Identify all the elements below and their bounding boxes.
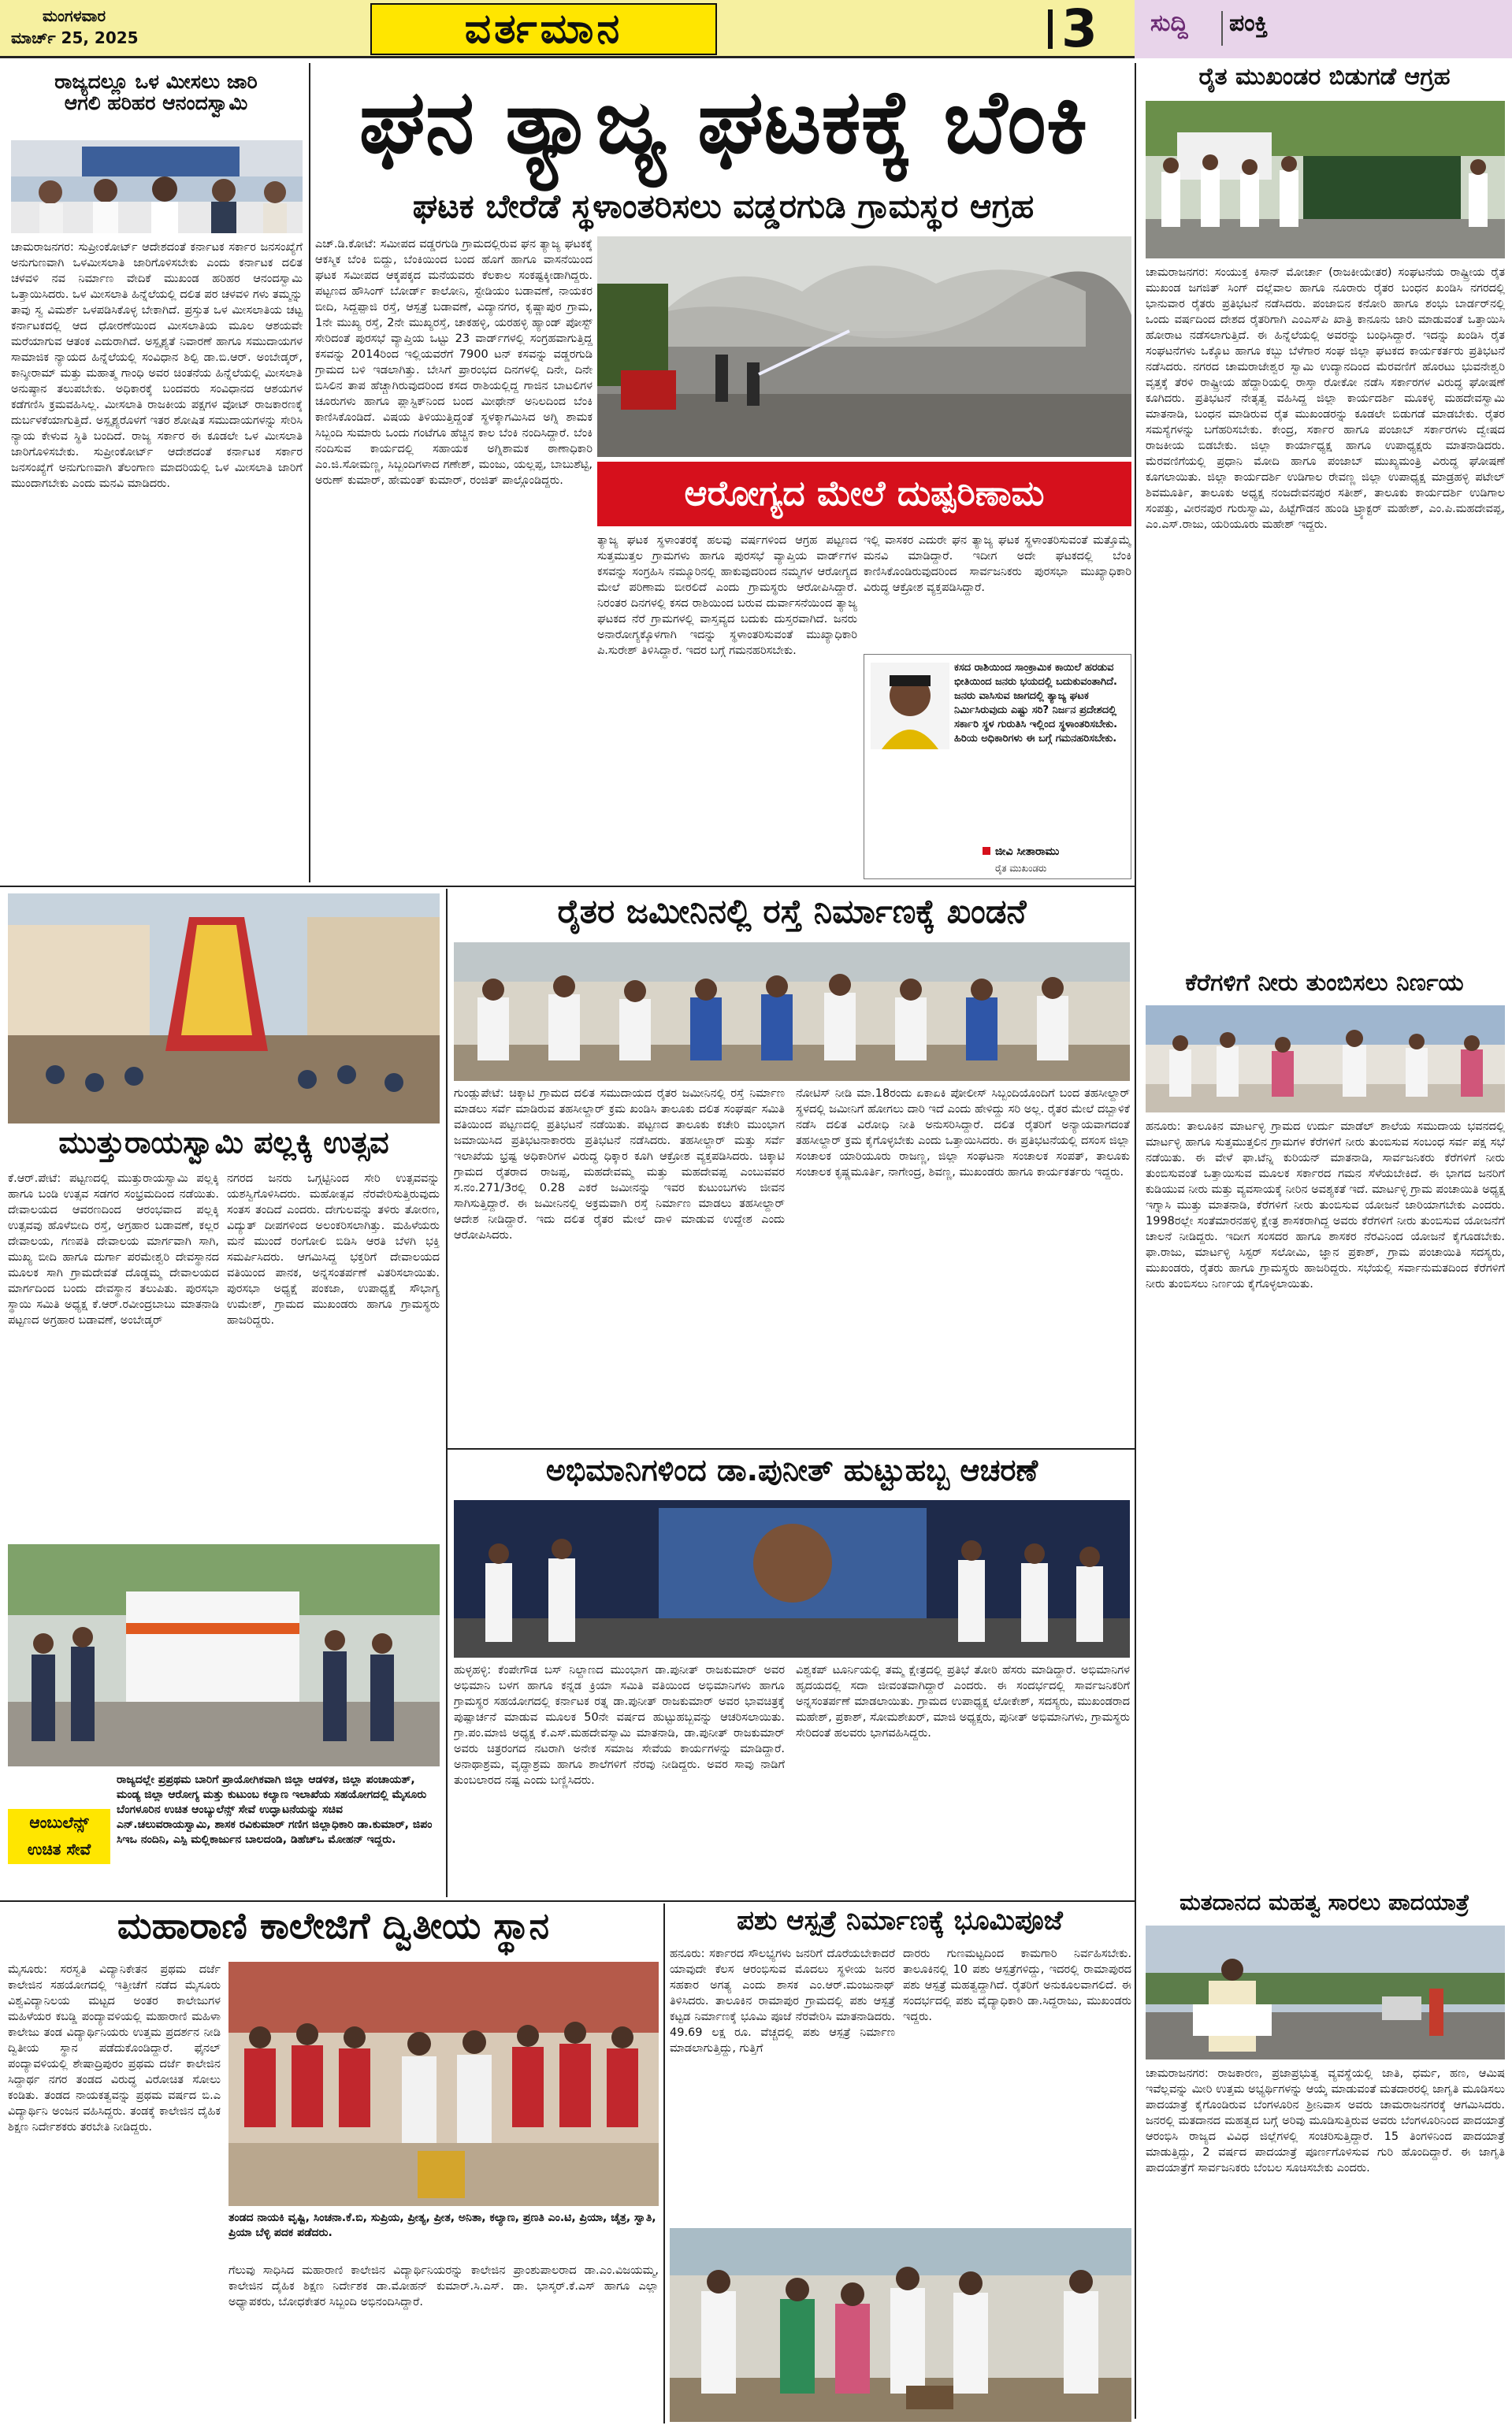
photo-bhoomi-pooja (670, 2228, 1131, 2422)
article-body: ಚಾಮರಾಜನಗರ: ರಾಜಕಾರಣ, ಪ್ರಜಾಪ್ರಭುತ್ವ ವ್ಯವಸ್ಥೆಯಲ್ಲಿ ಜಾತಿ, ಧರ್ಮ, ಹಣ, ಆಮಿಷ ಇವೆಲ್ಲವನ್ನು ಮೀರಿ ಉತ್ತಮ ಅಭ್ಯರ್ಥಿಗಳನ್ನು ಆಯ್ಕೆ ಮಾಡುವಂತೆ ಮತದಾರರಲ್ಲಿ ಜಾಗೃತಿ ಮೂಡಿಸಲು ಪಾದಯಾತ್ರೆ ಕೈಗೊಂಡಿರುವ ಬೆಂಗಳೂರಿನ ಶ್ರೀನಿವಾಸ ಅವರು ಚಾಮರಾಜನಗರಕ್ಕೆ ಆಗಮಿಸಿದರು. ಜನರಲ್ಲಿ ಮತದಾನದ ಮಹತ್ವದ ಬಗ್ಗೆ ಅರಿವು ಮೂಡಿಸುತ್ತಿರುವ ಅವರು ಬೆಂಗಳೂರಿನಿಂದ ಪಾದಯಾತ್ರೆ ಆರಂಭಿಸಿ ರಾಜ್ಯದ ವಿವಿಧ ಜಿಲ್ಲೆಗಳಲ್ಲಿ ಸಂಚರಿಸುತ್ತಿದ್ದಾರೆ. 15 ತಿಂಗಳಿನಿಂದ ಪಾದಯಾತ್ರೆ ಮಾಡುತ್ತಿದ್ದು, 2 ವರ್ಷದ ಪಾದಯಾತ್ರೆ ಪೂರ್ಣಗೊಳಿಸುವ ಗುರಿ ಹೊಂದಿದ್ದಾರೆ. ಈ ಜಾಗೃತಿ ಪಾದಯಾತ್ರೆಗೆ ಸಾರ್ವಜನಿಕರು ಬೆಂಬಲ ಸೂಚಿಸಬೇಕು ಎಂದರು. (1146, 2067, 1505, 2175)
ambulance-tag (8, 1809, 110, 1864)
quote-name-text: ಜೀವಿ ಸೀತಾರಾಮು (995, 845, 1060, 858)
section-tag (1135, 0, 1512, 58)
ambulance-caption: ರಾಜ್ಯದಲ್ಲೇ ಪ್ರಪ್ರಥಮ ಬಾರಿಗೆ ಪ್ರಾಯೋಗಿಕವಾಗಿ ಜಿಲ್ಲಾ ಆಡಳಿತ, ಜಿಲ್ಲಾ ಪಂಚಾಯತ್, ಮಂಡ್ಯ ಜಿಲ್ಲಾ ಆರೋಗ್ಯ ಮತ್ತು ಕುಟುಂಬ ಕಲ್ಯಾಣ ಇಲಾಖೆಯ ಸಹಯೋಗದಲ್ಲಿ ಮೈಸೂರು ಬೆಂಗಳೂರಿನ ಉಚಿತ ಆಂಬ್ಯುಲೆನ್ಸ್ ಸೇವೆ ಉದ್ಘಾಟನೆಯನ್ನು ಸಚಿವ ಎನ್.ಚಲುವರಾಯಸ್ವಾಮಿ, ಶಾಸಕ ರವಿಕುಮಾರ್ ಗಣಿಗ ಜಿಲ್ಲಾಧಿಕಾರಿ ಡಾ.ಕುಮಾರ್, ಜಿಪಂ ಸಿಇಒ ನಂದಿನಿ, ಎಸ್ಪಿ ಮಲ್ಲಿಕಾರ್ಜುನ ಬಾಲದಂಡಿ, ಡಿಹೆಚ್‌ಒ ಮೋಹನ್ ಇದ್ದರು. (117, 1773, 433, 1846)
photo-press-meet (11, 140, 303, 233)
headline: ರೈತ ಮುಖಂಡರ ಬಿಡುಗಡೆ ಆಗ್ರಹ (1198, 63, 1451, 91)
ambulance-tag-line-1: ಆಂಬುಲೆನ್ಸ್ (29, 1813, 89, 1832)
headline: ಕೆರೆಗಳಿಗೆ ನೀರು ತುಂಬಿಸಲು ನಿರ್ಣಯ (1185, 969, 1464, 997)
photo-farmers-protest (1146, 101, 1505, 258)
health-banner: ಆರೋಗ್ಯದ ಮೇಲೆ ದುಷ್ಪರಿಣಾಮ (597, 462, 1131, 526)
photo-illustration (1146, 1926, 1505, 2059)
photo-padayatra (1146, 1926, 1505, 2059)
divider (0, 886, 1135, 887)
portrait-illustration (871, 663, 949, 749)
quote-designation: ರೈತ ಮುಖಂಡರು (995, 863, 1047, 874)
ambulance-tag-line-2: ಉಚಿತ ಸೇವೆ (27, 1840, 91, 1859)
photo-ambulance (8, 1544, 440, 1766)
headline: ಮತದಾನದ ಮಹತ್ವ ಸಾರಲು ಪಾದಯಾತ್ರೆ (1180, 1889, 1469, 1915)
photo-illustration (454, 942, 1130, 1081)
photo-illustration (597, 236, 1131, 457)
photo-road-protest (454, 942, 1130, 1081)
article-body: ಎಚ್.ಡಿ.ಕೋಟೆ: ಸಮೀಪದ ವಡ್ಡರಗುಡಿ ಗ್ರಾಮದಲ್ಲಿರುವ ಘನ ತ್ಯಾಜ್ಯ ಘಟಕಕ್ಕೆ ಆಕಸ್ಮಿಕ ಬೆಂಕಿ ಬಿದ್ದು, ಬೆಂಕಿಯಿಂದ ಬಂದ ಹೊಗೆ ಹಾಗೂ ವಾಸನೆಯಿಂದ ಘಟಕ ಸಮೀಪದ ಆಕ್ಕಪಕ್ಕದ ಮನೆಯವರು ಕೆಲಕಾಲ ಸಂಕಷ್ಟಕ್ಕೀಡಾಗಿದ್ದರು. ಪಟ್ಟಣದ ಹೌಸಿಂಗ್ ಬೋರ್ಡ್ ಕಾಲೋನಿ, ಸ್ಟೇಡಿಯಂ ಬಡಾವಣೆ, ನಾಯಕರ ಬೀದಿ, ಸಿದ್ದಪ್ಪಾಜಿ ರಸ್ತೆ, ಆಸ್ಪತ್ರೆ ಬಡಾವಣೆ, ವಿದ್ಯಾನಗರ, ಕೃಷ್ಣಾಪುರ ಗ್ರಾಮ, 1ನೇ ಮುಖ್ಯ ರಸ್ತೆ, 2ನೇ ಮುಖ್ಯರಸ್ತೆ, ಚಾಕಹಳ್ಳಿ, ಯರಹಳ್ಳಿ ಹ್ಯಾಂಡ್ ಪೋಸ್ಟ್ ಸೇರಿದಂತೆ ಪುರಸಭೆ ವ್ಯಾಪ್ತಿಯ ಒಟ್ಟು 23 ವಾರ್ಡ್‌ಗಳಲ್ಲಿ ಸಂಗ್ರಹವಾಗುತ್ತಿದ್ದ ಕಸವನ್ನು 2014ರಿಂದ ಇಲ್ಲಿಯವರೆಗೆ 7900 ಟನ್ ಕಸವನ್ನು ವಡ್ಡರಗುಡಿ ಗ್ರಾಮದ ಬಳಿ ಇಡಲಾಗಿತ್ತು. ಬೇಸಿಗೆ ಪ್ರಾರಂಭದ ದಿನಗಳಲ್ಲಿ ದಿನೇ, ದಿನೇ ಬಿಸಿಲಿನ ತಾಪ ಹೆಚ್ಚಾಗಿರುವುದರಿಂದ ಕಸದ ರಾಶಿಯಲ್ಲಿದ್ದ ಗಾಜಿನ ಬಾಟಲಿಗಳ ಚೂರುಗಳು ಹಾಗೂ ಪ್ಲಾಸ್ಟಿಕ್‌ನಿಂದ ಬಂದ ಮೀಥೇನ್ ಅನಿಲದಿಂದ ಬೆಂಕಿ ಕಾಣಿಸಿಕೊಂಡಿದೆ. ವಿಷಯ ತಿಳಿಯುತ್ತಿದ್ದಂತೆ ಸ್ಥಳಕ್ಕಾಗಮಿಸಿದ ಅಗ್ನಿ ಶಾಮಕ ಸಿಬ್ಬಂದಿ ಸುಮಾರು ಒಂದು ಗಂಟೆಗೂ ಹೆಚ್ಚಿನ ಕಾಲ ಬೆಂಕಿ ನಂದಿಸಿದ್ದಾರೆ. ಬೆಂಕಿ ನಂದಿಸುವ ಕಾರ್ಯದಲ್ಲಿ ಸಹಾಯಕ ಅಗ್ನಿಶಾಮಕ ಠಾಣಾಧಿಕಾರಿ ಎಂ.ಜಿ.ಸೋಮಣ್ಣ, ಸಿಬ್ಬಂದಿಗಳಾದ ಗಣೇಶ್, ಮಂಜು, ಯಲ್ಲಪ್ಪ, ಬಾಬುಶೆಟ್ಟಿ, ಅರುಣ್ ಕುಮಾರ್, ಹೇಮಂತ್ ಕುಮಾರ್, ರಂಜಿತ್ ಪಾಲ್ಗೊಂಡಿದ್ದರು. (315, 238, 593, 487)
section-tag-1: ಸುದ್ದಿ (1150, 9, 1188, 37)
photo-illustration (8, 893, 440, 1124)
lead-headline: ಘನ ತ್ಯಾಜ್ಯ ಘಟಕಕ್ಕೆ ಬೆಂಕಿ (358, 71, 1088, 173)
headline: ಪಶು ಆಸ್ಪತ್ರೆ ನಿರ್ಮಾಣಕ್ಕೆ ಭೂಮಿಪೂಜೆ (737, 1905, 1063, 1937)
headline-line-1: ರಾಜ್ಯದಲ್ಲೂ ಒಳ ಮೀಸಲು ಜಾರಿ (54, 70, 258, 93)
date-block (11, 5, 208, 54)
article-body: ಚಾಮರಾಜನಗರ: ಸುಪ್ರೀಂಕೋರ್ಟ್ ಆದೇಶದಂತೆ ಕರ್ನಾಟಕ ಸರ್ಕಾರ ಜನಸಂಖ್ಯೆಗೆ ಅನುಗುಣವಾಗಿ ಒಳಮೀಸಲಾತಿ ಜಾರಿಗೊಳಿಸಬೇಕು ಎಂದು ಕರ್ನಾಟಕ ದಲಿತ ಚಳವಳಿ ನವ ನಿರ್ಮಾಣ ವೇದಿಕೆ ಮುಖಂಡ ಹರಿಹರ ಆನಂದಸ್ವಾಮಿ ಒತ್ತಾಯಿಸಿದರು. ಒಳ ಮೀಸಲಾತಿ ಹಿನ್ನೆಲೆಯಲ್ಲಿ ದಲಿತ ಪರ ಚಳವಳಿ ಗಳು ತಮ್ಮನ್ನು ತಾವು ಸ್ವ ವಿಮರ್ಶೆ ಒಳಪಡಿಸಿಕೊಳ್ಳ ಬೇಕಾಗಿದೆ. ಪ್ರಸ್ತುತ ಒಳ ಮೀಸಲಾತಿಯ ಚಟ್ಟ ಕರ್ನಾಟಕದಲ್ಲಿ ಆದ ಧೋರಣೆಯಿಂದ ಮೀಸಲಾತಿಯ ಮೂಲ ಆಶಯವೇ ಮರೆಯಾಗುವ ಆತಂಕ ಎದುರಾಗಿದೆ. ಅಸ್ಪೃಶ್ಯತೆ ನಿವಾರಣೆ ಹಾಗೂ ಸಮುದಾಯಗಳ ಸಾಮಾಜಿಕ ನ್ಯಾಯದ ಹಿನ್ನೆಲೆಯಲ್ಲಿ ಸಂವಿಧಾನ ಶಿಲ್ಪಿ ಡಾ.ಬಿ.ಆರ್. ಅಂಬೇಡ್ಕರ್, ಕಾನ್ಶೀರಾಮ್ ಮತ್ತು ಮಹಾತ್ಮ ಗಾಂಧಿ ಅವರ ಚಿಂತನೆಯ ಹಿನ್ನೆಲೆಯಲ್ಲಿ ಮೀಸಲಾತಿ ಅನುಷ್ಠಾನ ತಲುಪಬೇಕು. ಅಧಿಕಾರಕ್ಕೆ ಬಂದವರು ಸಂವಿಧಾನದ ಆಶಯಗಳ ಕಡೆಗಣಿಸಿ ಕ್ರಮವಹಿಸಿಲ್ಲ. ಮೀಸಲಾತಿ ರಾಜಕೀಯ ಪಕ್ಷಗಳ ವೋಟ್ ರಾಜಕಾರಣಕ್ಕೆ ದುರ್ಬಳಕೆಯಾಗುತ್ತಿದೆ. ಅಸ್ಪೃಶ್ಯರೊಳಗೆ ಇತರ ಶೋಷಿತ ಸಮುದಾಯಗಳನ್ನು ಸೇರಿಸಿ ನ್ಯಾಯ ಕೇಳುವ ಸ್ಥಿತಿ ಬಂದಿದೆ. ರಾಜ್ಯ ಸರ್ಕಾರ ಈ ಕೂಡಲೇ ಒಳ ಮೀಸಲಾತಿ ಜಾರಿಗೊಳಿಸಬೇಕು. ಸುಪ್ರೀಂಕೋರ್ಟ್ ಆದೇಶದಂತೆ ಕರ್ನಾಟಕ ಸರ್ಕಾರ ಜನಸಂಖ್ಯೆಗೆ ಅನುಗುಣವಾಗಿ ತೆಲಂಗಾಣ ಮಾದರಿಯಲ್ಲಿ ಒಳ ಮೀಸಲಾತಿ ಜಾರಿಗೆ ಮುಂದಾಗಬೇಕು ಎಂದು ಮನವಿ ಮಾಡಿದರು. (11, 241, 303, 490)
divider (663, 1903, 665, 2423)
quote-portrait (871, 663, 949, 749)
photo-puneeth-event (454, 1500, 1130, 1658)
photo-illustration (11, 140, 303, 233)
article-body: ಮೈಸೂರು: ಸರಸ್ವತಿ ವಿದ್ಯಾನಿಕೇತನ ಪ್ರಥಮ ದರ್ಜೆ ಕಾಲೇಜಿನ ಸಹಯೋಗದಲ್ಲಿ ಇತ್ತೀಚೆಗೆ ನಡೆದ ಮೈಸೂರು ವಿಶ್ವವಿದ್ಯಾನಿಲಯ ಮಟ್ಟದ ಅಂತರ ಕಾಲೇಜುಗಳ ಮಹಿಳೆಯರ ಕಬಡ್ಡಿ ಪಂದ್ಯಾವಳಿಯಲ್ಲಿ ಮಹಾರಾಣಿ ಮಹಿಳಾ ಕಾಲೇಜು ತಂಡ ವಿದ್ಯಾರ್ಥಿನಿಯರು ಉತ್ತಮ ಪ್ರದರ್ಶನ ನೀಡಿ ದ್ವಿತೀಯ ಸ್ಥಾನ ಪಡೆದುಕೊಂಡಿದ್ದಾರೆ. ಫೈನಲ್ ಪಂದ್ಯಾವಳಿಯಲ್ಲಿ ಶೇಷಾದ್ರಿಪುರಂ ಪ್ರಥಮ ದರ್ಜೆ ಕಾಲೇಜಿನ ಸಿದ್ದಾರ್ಥ ನಗರ ತಂಡದ ವಿರುದ್ಧ ವಿರೋಚಿತ ಸೋಲು ಕಂಡಿತು. ತಂಡದ ನಾಯಕತ್ವವನ್ನು ಪ್ರಥಮ ವರ್ಷದ ಬಿ.ಎ ವಿದ್ಯಾರ್ಥಿನಿ ಅಂಜನ ವಹಿಸಿದ್ದರು. ತಂಡಕ್ಕೆ ಕಾಲೇಜಿನ ದೈಹಿಕ ಶಿಕ್ಷಣ ನಿರ್ದೇಶಕರು ತರಬೇತಿ ನೀಡಿದ್ದರು. (8, 1963, 221, 2134)
divider (448, 1448, 1135, 1450)
photo-illustration (670, 2228, 1131, 2422)
article-body: ಇಲ್ಲಿ ವಾಸಕರ ಎದುರೇ ಘನ ತ್ಯಾಜ್ಯ ಘಟಕ ಸ್ಥಳಾಂತರಿಸುವಂತೆ ಮತ್ತೊಮ್ಮೆ ಮನವಿ ಮಾಡಿದ್ದಾರೆ. ಇದೀಗ ಅದೇ ಘಟಕದಲ್ಲಿ ಬೆಂಕಿ ಕಾಣಿಸಿಕೊಂಡಿರುವುದರಿಂದ ಸಾರ್ವಜನಿಕರು ಪುರಸಭಾ ಮುಖ್ಯಾಧಿಕಾರಿ ವಿರುದ್ಧ ಆಕ್ರೋಶ ವ್ಯಕ್ತಪಡಿಸಿದ್ದಾರೆ. (864, 534, 1131, 594)
headline: ಮುತ್ತುರಾಯಸ್ವಾಮಿ ಪಲ್ಲಕ್ಕಿ ಉತ್ಸವ (58, 1125, 389, 1160)
photo-pallakki (8, 893, 440, 1124)
college-caption: ತಂಡದ ನಾಯಕಿ ವೃಷ್ಟಿ, ಸಿಂಚನಾ.ಕೆ.ಬಿ, ಸುಪ್ರಿಯ, ಪ್ರೀತ್ಯ, ಪ್ರೀತ, ಅನಿತಾ, ಕಲ್ಯಾಣ, ಪ್ರಣತಿ ಎಂ.ಟಿ, ಪ್ರಿಯಾ, ಚೈತ್ರ, ಸ್ವಾತಿ, ಪ್ರಿಯಾ ಬೆಳ್ಳಿ ಪದಕ ಪಡೆದರು. (228, 2212, 656, 2239)
article-body: ದಾರರು ಗುಣಮಟ್ಟದಿಂದ ಕಾಮಗಾರಿ ನಿರ್ವಹಿಸಬೇಕು. ತಾಲೂಕಿನಲ್ಲಿ 10 ಪಶು ಆಸ್ಪತ್ರೆಗಳಿದ್ದು, ಇದರಲ್ಲಿ ರಾಮಾಪುರದ ಪಶು ಆಸ್ಪತ್ರೆ ಮಹತ್ವದ್ದಾಗಿದೆ. ರೈತರಿಗೆ ಅನುಕೂಲವಾಗಲಿದೆ. ಈ ಸಂದರ್ಭದಲ್ಲಿ ಪಶು ವೈದ್ಯಾಧಿಕಾರಿ ಡಾ.ಸಿದ್ದರಾಜು, ಮುಖಂಡರು ಇದ್ದರು. (903, 1948, 1131, 2023)
section-tag-2: ಪಂಕ್ತಿ (1229, 9, 1269, 37)
headline: ಅಭಿಮಾನಿಗಳಿಂದ ಡಾ.ಪುನೀತ್ ಹುಟ್ಟುಹಬ್ಬ ಆಚರಣೆ (545, 1453, 1038, 1487)
quote-name (983, 845, 1127, 863)
page-number: 3 (1061, 0, 1098, 59)
quote-box (864, 654, 1131, 879)
weekday: ಮಂಗಳವಾರ (43, 6, 106, 25)
photo-illustration (228, 1962, 659, 2206)
photo-illustration (8, 1544, 440, 1766)
article-body: ಕೆ.ಆರ್.ಪೇಟೆ: ಪಟ್ಟಣದಲ್ಲಿ ಮುತ್ತುರಾಯಸ್ವಾಮಿ ಪಲ್ಲಕ್ಕಿ ಹಾಗೂ ಬಂಡಿ ಉತ್ಸವ ಸಡಗರ ಸಂಭ್ರಮದಿಂದ ನಡೆಯಿತು. ದೇವಾಲಯದ ಆವರಣದಿಂದ ಆರಂಭವಾದ ಪಲ್ಲಕ್ಕಿ ಉತ್ಸವವು ಹೊಳೆಬೀದಿ ರಸ್ತೆ, ಅಗ್ರಹಾರ ಬಡಾವಣೆ, ಕಲ್ಲರ ದೇವಾಲಯ, ಗಣಪತಿ ದೇವಾಲಯ ಮಾರ್ಗವಾಗಿ ಸಾಗಿ, ಮುಖ್ಯ ಬೀದಿ ಹಾಗೂ ದುರ್ಗಾ ಪರಮೇಶ್ವರಿ ದೇವಸ್ಥಾನದ ಮೂಲಕ ಸಾಗಿ ಗ್ರಾಮದೇವತೆ ದೊಡ್ಡಮ್ಮ ದೇವಾಲಯದ ಮಾರ್ಗದಿಂದ ಬಂದು ದೇವಸ್ಥಾನ ತಲುಪಿತು. ಪುರಸಭಾ ಸ್ಥಾಯಿ ಸಮಿತಿ ಅಧ್ಯಕ್ಷ ಕೆ.ಆರ್.ರವೀಂದ್ರಬಾಬು ಮಾತನಾಡಿ ಪಟ್ಟಣದ ಅಗ್ರಹಾರ ಬಡಾವಣೆ, ಅಂಬೇಡ್ಕರ್ (8, 1172, 219, 1327)
divider (446, 889, 448, 1897)
article-body: ನಗರದ ಜನರು ಒಗ್ಗಟ್ಟಿನಿಂದ ಸೇರಿ ಉತ್ಸವವನ್ನು ಯಶಸ್ವಿಗೊಳಿಸಿದರು. ಮಹೋತ್ಸವ ನೆರವೇರಿಸುತ್ತಿರುವುದು ಸಂತಸ ತಂದಿದೆ ಎಂದರು. ದೇಗುಲವನ್ನು ತಳಿರು ತೋರಣ, ವಿದ್ಯುತ್ ದೀಪಗಳಿಂದ ಅಲಂಕರಿಸಲಾಗಿತ್ತು. ಮಹಿಳೆಯರು ಮನೆ ಮುಂದೆ ರಂಗೋಲಿ ಬಿಡಿಸಿ ಆರತಿ ಬೆಳಗಿ ಭಕ್ತಿ ಸಮರ್ಪಿಸಿದರು. ಆಗಮಿಸಿದ್ದ ಭಕ್ತರಿಗೆ ದೇವಾಲಯದ ವತಿಯಿಂದ ಪಾನಕ, ಅನ್ನಸಂತರ್ಪಣೆ ವಿತರಿಸಲಾಯಿತು. ಪುರಸಭಾ ಅಧ್ಯಕ್ಷೆ ಪಂಕಜಾ, ಉಪಾಧ್ಯಕ್ಷೆ ಸೌಭಾಗ್ಯ ಉಮೇಶ್, ಗ್ರಾಮದ ಮುಖಂಡರು ಹಾಗೂ ಗ್ರಾಮಸ್ಥರು ಹಾಜರಿದ್ದರು. (227, 1172, 440, 1327)
photo-meeting (1146, 1005, 1505, 1112)
article-body: ನೋಟಿಸ್ ನೀಡಿ ಮಾ.18ರಂದು ಏಕಾಏಕಿ ಪೋಲೀಸ್ ಸಿಬ್ಬಂದಿಯೊಂದಿಗೆ ಬಂದ ತಹಸೀಲ್ದಾರ್ ಸ್ಥಳದಲ್ಲಿ ಜಮೀನಿಗೆ ಹೋಗಲು ದಾರಿ ಇದೆ ಎಂದು ಹೇಳಿದ್ದು ಸರಿ ಅಲ್ಲ. ರೈತರ ಮೇಲೆ ದಬ್ಬಾಳಿಕೆ ನಡೆಸಿ ದಲಿತ ವಿರೋಧಿ ನೀತಿ ಅನುಸರಿಸಿದ್ದಾರೆ. ದಲಿತ ರೈತರಿಗೆ ಅನ್ಯಾಯವಾಗದಂತೆ ತಹಸೀಲ್ದಾರ್ ಕ್ರಮ ಕೈಗೊಳ್ಳಬೇಕು ಎಂದು ಒತ್ತಾಯಿಸಿದರು. ಈ ಪ್ರತಿಭಟನೆಯಲ್ಲಿ ದಸಂಸ ಜಿಲ್ಲಾ ಸಂಚಾಲಕ ಯಾರಿಯೂರು ರಾಜಣ್ಣ, ಜಿಲ್ಲಾ ಸಂಘಟನಾ ಸಂಚಾಲಕ ಸಂಪತ್, ತಾಲೂಕು ಸಂಚಾಲಕ ಕೃಷ್ಣಮೂರ್ತಿ, ನಾಗೇಂದ್ರ, ಶಿವಣ್ಣ, ಮುಖಂಡರು ಹಾಗೂ ಕಾರ್ಯಕರ್ತರು ಇದ್ದರು. (796, 1087, 1130, 1179)
headline: ಮಹಾರಾಣಿ ಕಾಲೇಜಿಗೆ ದ್ವಿತೀಯ ಸ್ಥಾನ (117, 1904, 550, 1947)
quote-marker (983, 847, 990, 855)
issue-date: ಮಾರ್ಚ್ 25, 2025 (11, 28, 139, 47)
photo-illustration (1146, 101, 1505, 258)
photo-fire (597, 236, 1131, 457)
article-body: ಹನೂರು: ತಾಲೂಕಿನ ಮಾರ್ಟಳ್ಳಿ ಗ್ರಾಮದ ಉರ್ದು ಮಾಡೆಲ್ ಶಾಲೆಯ ಸಮುದಾಯ ಭವನದಲ್ಲಿ ಮಾರ್ಟಳ್ಳಿ ಹಾಗೂ ಸುತ್ತಮುತ್ತಲಿನ ಗ್ರಾಮಗಳ ಕೆರೆಗಳಿಗೆ ನೀರು ತುಂಬಿಸುವ ಸಂಬಂಧ ಸರ್ವ ಪಕ್ಷ ಸಭೆ ನಡೆಯಿತು. ಈ ವೇಳೆ ಫಾ.ಟೆನ್ನಿ ಕುರಿಯನ್ ಮಾತನಾಡಿ, ಸಾರ್ವಜನಿಕರು ಕೆರೆಗಳಿಗೆ ನೀರು ತುಂಬಿಸುವಂತೆ ಒತ್ತಾಯಿಸುವ ಮೂಲಕ ಸರ್ಕಾರದ ಗಮನ ಸೆಳೆಯಬೇಕಿದೆ. ಈ ಭಾಗದ ಜನರಿಗೆ ಕುಡಿಯುವ ನೀರು ಮತ್ತು ವ್ಯವಸಾಯಕ್ಕೆ ನೀರಿನ ಅವಶ್ಯಕತೆ ಇದೆ. ಮಾರ್ಟಳ್ಳಿ ಗ್ರಾಮ ಪಂಚಾಯಿತಿ ಅಧ್ಯಕ್ಷ ಇಗ್ನಾಸಿ ಮುತ್ತು ಮಾತನಾಡಿ, ಕೆರೆಗಳಿಗೆ ನೀರು ತುಂಬಿಸುವ ಯೋಜನೆ ಜಾರಿಯಾಗಬೇಕು ಎಂದರು. 1998ರಲ್ಲೇ ಸಂತೆಮಾರನಹಳ್ಳಿ ಕ್ಷೇತ್ರ ಶಾಸಕರಾಗಿದ್ದ ಅವರು ಕೆರೆಗಳಿಗೆ ನೀರು ತುಂಬಿಸುವ ಯೋಜನೆಗೆ ಚಾಲನೆ ನೀಡಿದ್ದರು. ಇದೀಗ ಸಂಸದರ ಹಾಗೂ ಶಾಸಕರ ನೆರವಿನಿಂದ ಯೋಜನೆ ಕೈಗೂಡಬೇಕು. ಫಾ.ರಾಜು, ಮಾರ್ಟಳ್ಳಿ ಸಿಸ್ಟರ್ ಸಲೋಮಿ, ಜ್ಞಾನ ಪ್ರಕಾಶ್, ಗ್ರಾಮ ಪಂಚಾಯಿತಿ ಸದಸ್ಯರು, ಮುಖಂಡರು, ರೈತರು ಹಾಗೂ ಗ್ರಾಮಸ್ಥರು ಹಾಜರಿದ್ದರು. ಸಭೆಯಲ್ಲಿ ಸರ್ವಾನುಮತದಿಂದ ಕೆರೆಗಳಿಗೆ ನೀರು ತುಂಬಿಸಲು ನಿರ್ಣಯ ಕೈಗೊಳ್ಳಲಾಯಿತು. (1146, 1120, 1505, 1291)
quote-text: ಕಸದ ರಾಶಿಯಿಂದ ಸಾಂಕ್ರಾಮಿಕ ಕಾಯಿಲೆ ಹರಡುವ ಭೀತಿಯಿಂದ ಜನರು ಭಯದಲ್ಲಿ ಬದುಕುವಂತಾಗಿದೆ. ಜನರು ವಾಸಿಸುವ ಜಾಗದಲ್ಲಿ ತ್ಯಾಜ್ಯ ಘಟಕ ನಿರ್ಮಿಸಿರುವುದು ಎಷ್ಟು ಸರಿ? ನಿರ್ಜನ ಪ್ರದೇಶದಲ್ಲಿ ಸರ್ಕಾರಿ ಸ್ಥಳ ಗುರುತಿಸಿ ಇಲ್ಲಿಂದ ಸ್ಥಳಾಂತರಿಸಬೇಕು. ಹಿರಿಯ ಅಧಿಕಾರಿಗಳು ಈ ಬಗ್ಗೆ ಗಮನಹರಿಸಬೇಕು. (954, 662, 1118, 745)
photo-kabaddi-team (228, 1962, 659, 2206)
divider (1135, 63, 1136, 2419)
article-body: ತ್ಯಾಜ್ಯ ಘಟಕ ಸ್ಥಳಾಂತರಕ್ಕೆ ಹಲವು ವರ್ಷಗಳಿಂದ ಆಗ್ರಹ ಪಟ್ಟಣದ ಸುತ್ತಮುತ್ತಲ ಗ್ರಾಮಗಳು ಹಾಗೂ ಪುರಸಭೆ ವ್ಯಾಪ್ತಿಯ ವಾರ್ಡ್‌ಗಳ ಕಸವನ್ನು ಸಂಗ್ರಹಿಸಿ ನಮ್ಮೂರಿನಲ್ಲಿ ಹಾಕುವುದರಿಂದ ನಮ್ಮಗಳ ಆರೋಗ್ಯದ ಮೇಲೆ ಪರಿಣಾಮ ಬೀರಲಿದೆ ಎಂದು ಗ್ರಾಮಸ್ಥರು ಆರೋಪಿಸಿದ್ದಾರೆ. ನಿರಂತರ ದಿನಗಳಲ್ಲಿ ಕಸದ ರಾಶಿಯಿಂದ ಬರುವ ದುರ್ವಾಸನೆಯಿಂದ ತ್ಯಾಜ್ಯ ಘಟಕದ ನೆರೆ ಗ್ರಾಮಗಳಲ್ಲಿ ವಾಸ್ತವ್ಯದ ಬದುಕು ದುಸ್ತರವಾಗಿದೆ. ಜನರು ಅನಾರೋಗ್ಯಕ್ಕೊಳಗಾಗಿ ಇದನ್ನು ಸ್ಥಳಾಂತರಿಸುವಂತೆ ಮುಖ್ಯಾಧಿಕಾರಿ ಪಿ.ಸುರೇಶ್ ತಿಳಿಸಿದ್ದಾರೆ. ಇದರ ಬಗ್ಗೆ ಗಮನಹರಿಸಬೇಕು. (597, 534, 857, 657)
article-body: ಹನೂರು: ಸರ್ಕಾರದ ಸೌಲಭ್ಯಗಳು ಜನರಿಗೆ ದೊರೆಯಬೇಕಾದರೆ ಯಾವುದೇ ಕೆಲಸ ಆರಂಭಿಸುವ ಮೊದಲು ಸ್ಥಳೀಯ ಜನರ ಸಹಕಾರ ಅಗತ್ಯ ಎಂದು ಶಾಸಕ ಎಂ.ಆರ್.ಮಂಜುನಾಥ್ ತಿಳಿಸಿದರು. ತಾಲೂಕಿನ ರಾಮಾಪುರ ಗ್ರಾಮದಲ್ಲಿ ಪಶು ಆಸ್ಪತ್ರೆ ಕಟ್ಟಡ ನಿರ್ಮಾಣಕ್ಕೆ ಭೂಮಿ ಪೂಜೆ ನೆರವೇರಿಸಿ ಮಾತನಾಡಿದರು. 49.69 ಲಕ್ಷ ರೂ. ವೆಚ್ಚದಲ್ಲಿ ಪಶು ಆಸ್ಪತ್ರೆ ನಿರ್ಮಾಣ ಮಾಡಲಾಗುತ್ತಿದ್ದು, ಗುತ್ತಿಗೆ (670, 1948, 895, 2055)
headline-line-2: ಆಗಲಿ ಹರಿಹರ ಆನಂದಸ್ವಾಮಿ (64, 91, 248, 114)
headline (8, 71, 304, 113)
photo-illustration (454, 1500, 1130, 1658)
divider (309, 63, 310, 882)
paper-name: ವರ್ತಮಾನ (370, 3, 717, 55)
article-body: ಗೆಲುವು ಸಾಧಿಸಿದ ಮಹಾರಾಣಿ ಕಾಲೇಜಿನ ವಿದ್ಯಾರ್ಥಿನಿಯರನ್ನು ಕಾಲೇಜಿನ ಪ್ರಾಂಶುಪಾಲರಾದ ಡಾ.ಎಂ.ವಿಜಯಮ್ಮ, ಕಾಲೇಜಿನ ದೈಹಿಕ ಶಿಕ್ಷಣ ನಿರ್ದೇಶಕ ಡಾ.ಮೋಹನ್ ಕುಮಾರ್.ಸಿ.ಎಸ್. ಡಾ. ಭಾಸ್ಕರ್.ಕೆ.ಎಸ್ ಹಾಗೂ ಎಲ್ಲಾ ಅಧ್ಯಾಪಕರು, ಬೋಧಕೇತರ ಸಿಬ್ಬಂದಿ ಅಭಿನಂದಿಸಿದ್ದಾರೆ. (228, 2264, 659, 2308)
headline: ರೈತರ ಜಮೀನಿನಲ್ಲಿ ರಸ್ತೆ ನಿರ್ಮಾಣಕ್ಕೆ ಖಂಡನೆ (557, 892, 1027, 930)
article-body: ಗುಂಡ್ಲುಪೇಟೆ: ಚಿಕ್ಕಾಟಿ ಗ್ರಾಮದ ದಲಿತ ಸಮುದಾಯದ ರೈತರ ಜಮೀನಿನಲ್ಲಿ ರಸ್ತೆ ನಿರ್ಮಾಣ ಮಾಡಲು ಸರ್ವೆ ಮಾಡಿರುವ ತಹಸೀಲ್ದಾರ್ ಕ್ರಮ ಖಂಡಿಸಿ ತಾಲೂಕು ದಲಿತ ಸಂಘರ್ಷ ಸಮಿತಿ ವತಿಯಿಂದ ಪಟ್ಟಣದಲ್ಲಿ ಪ್ರತಿಭಟನೆ ನಡೆಯಿತು. ಪಟ್ಟಣದ ತಾಲೂಕು ಕಚೇರಿ ಮುಂಭಾಗ ಜಮಾಯಿಸಿದ ಪ್ರತಿಭಟನಾಕಾರರು ಪ್ರತಿಭಟನೆ ನಡೆಸಿದರು. ತಹಸೀಲ್ದಾರ್ ಮತ್ತು ಸರ್ವೆ ಇಲಾಖೆಯ ಭ್ರಷ್ಟ ಅಧಿಕಾರಿಗಳ ವಿರುದ್ಧ ಧಿಕ್ಕಾರ ಕೂಗಿ ಆಕ್ರೋಶ ವ್ಯಕ್ತಪಡಿಸಿದರು. ಚಿಕ್ಕಾಟಿ ಗ್ರಾಮದ ರೈತರಾದ ರಾಜಪ್ಪ, ಮಹದೇವಮ್ಮ ಮತ್ತು ಮಹದೇವಪ್ಪ ಎಂಬುವವರ ಸ.ನಂ.271/3ರಲ್ಲಿ 0.28 ಎಕರೆ ಜಮೀನನ್ನು ಇವರ ಕುಟುಂಬಗಳು ಜೀವನ ಸಾಗಿಸುತ್ತಿದ್ದಾರೆ. ಈ ಜಮೀನಿನಲ್ಲಿ ಅಕ್ರಮವಾಗಿ ರಸ್ತೆ ನಿರ್ಮಾಣ ಮಾಡಲು ತಹಸೀಲ್ದಾರ್ ಆದೇಶ ನೀಡಿದ್ದಾರೆ. ಇದು ದಲಿತ ರೈತರ ಮೇಲೆ ದಾಳಿ ಮಾಡುವ ಉದ್ದೇಶ ಎಂದು ಆರೋಪಿಸಿದರು. (454, 1087, 785, 1242)
photo-illustration (1146, 1005, 1505, 1112)
article-body: ವಿಶ್ವಕಪ್ ಟೂರ್ನಿಯಲ್ಲಿ ತಮ್ಮ ಕ್ಷೇತ್ರದಲ್ಲಿ ಪ್ರತಿಭೆ ತೋರಿ ಹೆಸರು ಮಾಡಿದ್ದಾರೆ. ಅಭಿಮಾನಿಗಳ ಹೃದಯದಲ್ಲಿ ಸದಾ ಜೀವಂತವಾಗಿದ್ದಾರೆ ಎಂದರು. ಈ ಸಂದರ್ಭದಲ್ಲಿ ಸಾರ್ವಜನಿಕರಿಗೆ ಅನ್ನಸಂತರ್ಪಣೆ ಮಾಡಲಾಯಿತು. ಗ್ರಾಮದ ಉಪಾಧ್ಯಕ್ಷ ಲೋಕೇಶ್, ಸದಸ್ಯರು, ಮುಖಂಡರಾದ ಮಹೇಶ್, ಪ್ರಕಾಶ್, ಸೋಮಶೇಖರ್, ಮಾಜಿ ಅಧ್ಯಕ್ಷರು, ಪುನೀತ್ ಅಭಿಮಾನಿಗಳು, ಗ್ರಾಮಸ್ಥರು ಸೇರಿದಂತೆ ಹಲವರು ಭಾಗವಹಿಸಿದ್ದರು. (796, 1664, 1130, 1740)
divider (0, 1900, 1135, 1902)
section-tag-sep (1221, 11, 1223, 46)
lead-subhead: ಘಟಕ ಬೇರೆಡೆ ಸ್ಥಳಾಂತರಿಸಲು ವಡ್ಡರಗುಡಿ ಗ್ರಾಮಸ್ಥರ ಆಗ್ರಹ (412, 187, 1035, 225)
article-body: ಚಾಮರಾಜನಗರ: ಸಂಯುಕ್ತ ಕಿಸಾನ್ ಮೋರ್ಚಾ (ರಾಜಕೀಯೇತರ) ಸಂಘಟನೆಯ ರಾಷ್ಟ್ರೀಯ ರೈತ ಮುಖಂಡ ಜಗಜಿತ್ ಸಿಂಗ್ ದಲ್ಲೆವಾಲ ಹಾಗೂ ನೂರಾರು ರೈತರ ಬಂಧನ ಖಂಡಿಸಿ ನಗರದಲ್ಲಿ ಭಾನುವಾರ ರೈತರು ಪ್ರತಿಭಟನೆ ನಡೆಸಿದರು. ಪಂಜಾಬಿನ ಕನೋರಿ ಹಾಗೂ ಶಂಭು ಬಾರ್ಡರ್‌ನಲ್ಲಿ ಒಂದು ವರ್ಷದಿಂದ ದೇಶದ ರೈತರಿಗಾಗಿ ಎಂಎಸ್‌ಪಿ ಖಾತ್ರಿ ಕಾನೂನು ಜಾರಿ ಮಾಡುವಂತೆ ಒತ್ತಾಯಿಸಿ ಹೋರಾಟ ನಡೆಸಲಾಗುತ್ತಿದೆ. ಈ ಹಿನ್ನೆಲೆಯಲ್ಲಿ ಅವರನ್ನು ಬಂಧಿಸಿದ್ದಾರೆ. ಇದನ್ನು ಖಂಡಿಸಿ ರೈತ ಸಂಘಟನೆಗಳು ಒಕ್ಕೊಟ ಹಾಗೂ ಕಬ್ಬು ಬೆಳೆಗಾರ ಸಂಘ ಜಿಲ್ಲಾ ಘಟಕದ ಕಾರ್ಯಕರ್ತರು ಪ್ರತಿಭಟನೆ ನಡೆಸಿದರು. ನಗರದ ಚಾಮರಾಜೇಶ್ವರ ಸ್ವಾಮಿ ಉದ್ಯಾನದಿಂದ ಮೆರವಣಿಗೆ ಹೊರಟು ಭುವನೇಶ್ವರಿ ವೃತ್ತಕ್ಕೆ ತೆರಳಿ ರಾಷ್ಟ್ರೀಯ ಹೆದ್ದಾರಿಯಲ್ಲಿ ರಾಸ್ತಾ ರೋಕೋ ನಡೆಸಿ ಸರ್ಕಾರಗಳ ವಿರುದ್ಧ ಘೋಷಣೆ ಕೂಗಿದರು. ಪ್ರತಿಭಟನೆ ನೇತೃತ್ವ ವಹಿಸಿದ್ದ ಜಿಲ್ಲಾ ಕಾರ್ಯದರ್ಶಿ ಮೂಕಳ್ಳಿ ಮಹದೇವಸ್ವಾಮಿ ಮಾತನಾಡಿ, ಬಂಧನ ಮಾಡಿರುವ ರೈತ ಮುಖಂಡರನ್ನು ಕೂಡಲೇ ಬಿಡುಗಡೆ ಮಾಡಬೇಕು. ರೈತರ ಸಮಸ್ಯೆಗಳನ್ನು ಬಗೆಹರಿಸಬೇಕು. ಕೇಂದ್ರ, ಸರ್ಕಾರ ಹಾಗೂ ಪಂಜಾಬ್ ಸರ್ಕಾರಗಳು ದ್ವೇಷದ ರಾಜಕೀಯ ಬಿಡಬೇಕು. ಜಿಲ್ಲಾ ಕಾರ್ಯಾಧ್ಯಕ್ಷ ಹಾಗೂ ಉಪಾಧ್ಯಕ್ಷರು ಮಾತನಾಡಿದರು. ಮೆರವಣಿಗೆಯಲ್ಲಿ ಪ್ರಧಾನಿ ಮೋದಿ ಹಾಗೂ ಪಂಜಾಬ್ ಮುಖ್ಯಮಂತ್ರಿ ವಿರುದ್ಧ ಘೋಷಣೆ ಕೂಗಲಾಯಿತು. ಜಿಲ್ಲಾ ಕಾರ್ಯದರ್ಶಿ ಉಡಿಗಾಲ ರೇವಣ್ಣ ಜಿಲ್ಲಾ ಉಪಾಧ್ಯಕ್ಷ ಮಾಡ್ರಹಳ್ಳಿ ಪಟೇಲ್ ಶಿವಮೂರ್ತಿ, ತಾಲೂಕು ಅಧ್ಯಕ್ಷ ನಂಜದೇವನಪುರ ಸತೀಶ್, ತಾಲೂಕು ಕಾರ್ಯದರ್ಶಿ ಉಡಿಗಾಲ ಸಂಪತ್ತು, ವೀರನಪುರ ಗುರುಸ್ವಾಮಿ, ಹಿಟ್ಟೆಗೌಡನ ಹುಂಡಿ ಟ್ರ್ಯಾಕ್ಟರ್ ಮಹೇಶ್, ಎಂ.ಪಿ.ಮಹದೇವಪ್ಪ, ಎಂ.ಎಸ್.ರಾಜು, ಯರಿಯೂರು ಮಹೇಶ್ ಇದ್ದರು. (1146, 266, 1505, 531)
article-body: ಹುಳ್ಳಹಳ್ಳಿ: ಕೆಂಪೇಗೌಡ ಬಸ್ ನಿಲ್ದಾಣದ ಮುಂಭಾಗ ಡಾ.ಪುನೀತ್ ರಾಜಕುಮಾರ್ ಅವರ ಅಭಿಮಾನಿ ಬಳಗ ಹಾಗೂ ಕನ್ನಡ ಕ್ರಿಯಾ ಸಮಿತಿ ವತಿಯಿಂದ ಅಭಿಮಾನಿಗಳು ಹಾಗೂ ಗ್ರಾಮಸ್ಥರ ಸಹಯೋಗದಲ್ಲಿ ಕರ್ನಾಟಕ ರತ್ನ ಡಾ.ಪುನೀತ್ ರಾಜಕುಮಾರ್ ಅವರ ಭಾವಚಿತ್ರಕ್ಕೆ ಪುಷ್ಪಾರ್ಚನೆ ಮಾಡುವ ಮೂಲಕ 50ನೇ ವರ್ಷದ ಹುಟ್ಟುಹಬ್ಬವನ್ನು ಆಚರಿಸಲಾಯಿತು. ಗ್ರಾ.ಪಂ.ಮಾಜಿ ಅಧ್ಯಕ್ಷ ಕೆ.ಎಸ್.ಮಹದೇವಸ್ವಾಮಿ ಮಾತನಾಡಿ, ಡಾ.ಪುನೀತ್ ರಾಜಕುಮಾರ್ ಅವರು ಚಿತ್ರರಂಗದ ನಟರಾಗಿ ಅನೇಕ ಸಮಾಜ ಸೇವೆಯ ಕಾರ್ಯಗಳನ್ನು ಮಾಡಿದ್ದಾರೆ. ಅನಾಥಾಶ್ರಮ, ವೃದ್ಧಾಶ್ರಮ ಹಾಗೂ ಶಾಲೆಗಳಿಗೆ ನೆರವು ನೀಡಿದ್ದರು. ಅವರ ಸಾವು ನಾಡಿಗೆ ತುಂಬಲಾರದ ನಷ್ಟ ಎಂದು ಬಣ್ಣಿಸಿದರು. (454, 1664, 785, 1787)
